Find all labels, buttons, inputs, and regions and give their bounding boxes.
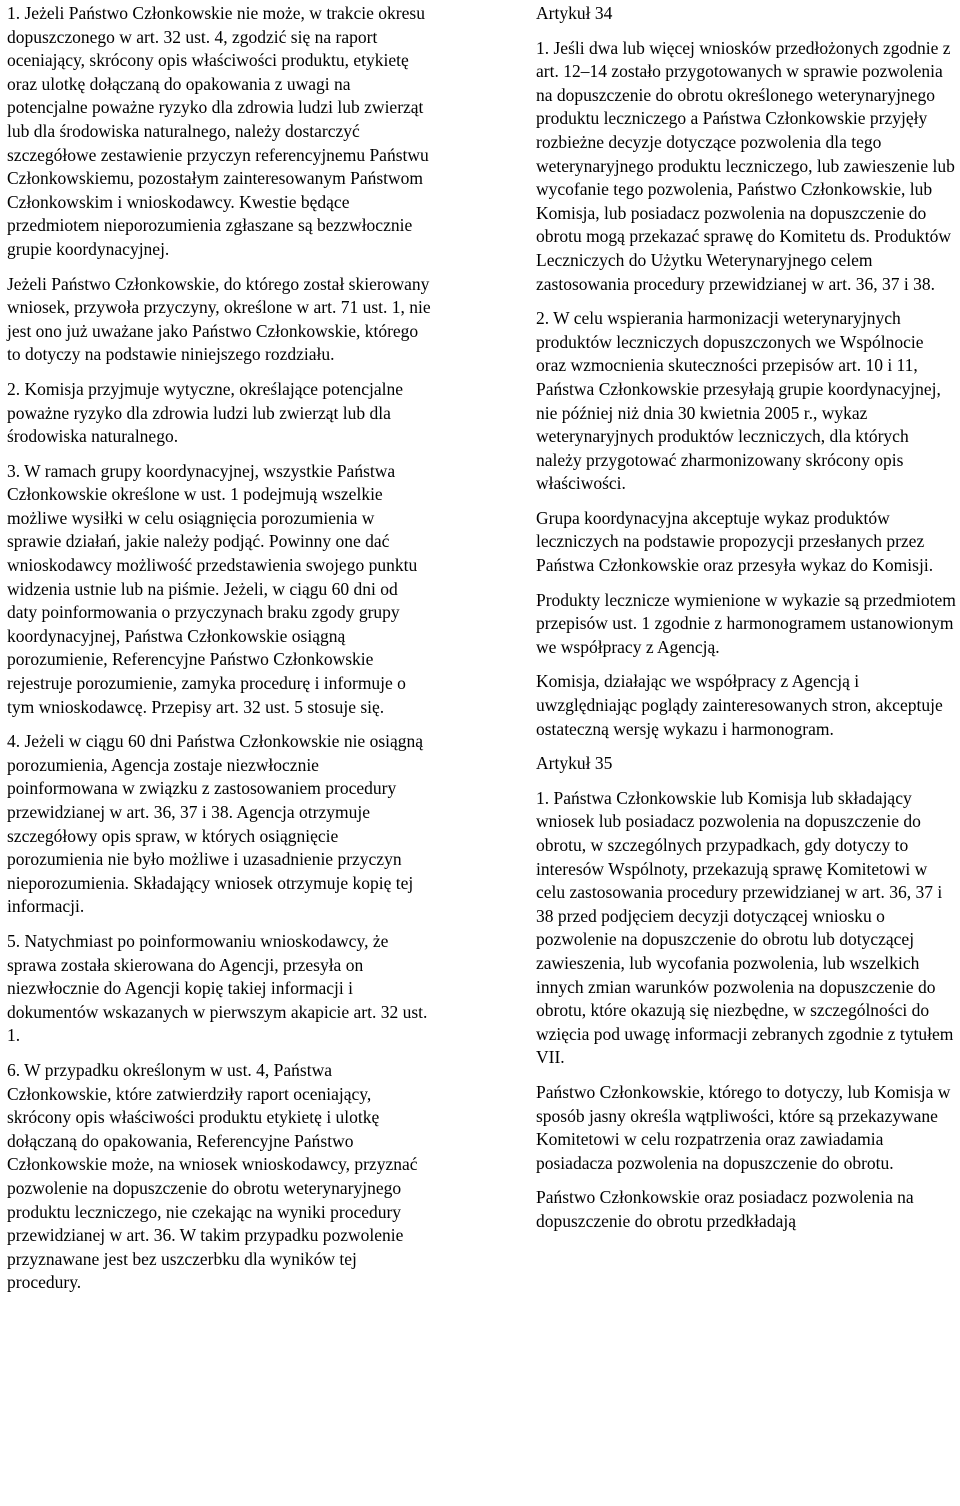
paragraph-art34-1: 1. Jeśli dwa lub więcej wniosków przedłożonych zgodnie z art. 12–14 zostało przygotowanych w sprawie pozwolenia na dopuszczenie do obrotu określonego weterynaryjnego produktu leczniczego a Państwa Członkowskie przyjęły rozbieżne decyzje dotyczące pozwolenia dla tego weterynaryjnego produktu leczniczego, lub zawieszenie lub wycofanie tego pozwolenia, Państwo Członkowskie, lub Komisja, lub posiadacz pozwolenia na dopuszczenie do obrotu mogą przekazać sprawę do Komitetu ds. Produktów Leczniczych do Użytku Weterynaryjnego celem zastosowania procedury przewidzianej w art. 36, 37 i 38.	[536, 37, 955, 294]
paragraph-art34-2-sub2: Produkty lecznicze wymienione w wykazie są przedmiotem przepisów ust. 1 zgodnie z harmonogramem ustanowionym we współpracy z Agencją.	[536, 589, 956, 657]
paragraph-art33-2: 2. Komisja przyjmuje wytyczne, określające potencjalne poważne ryzyko dla zdrowia ludzi lub zwierząt lub dla środowiska naturalnego.	[7, 378, 404, 447]
paragraph-art34-2-sub1: Grupa koordynacyjna akceptuje wykaz produktów leczniczych na podstawie propozycji przesłanych przez Państwa Członkowskie oraz przesyła wykaz do Komisji.	[536, 507, 934, 576]
left-column	[7, 2, 432, 1306]
article-34-heading: Artykuł 34	[536, 3, 613, 23]
paragraph-art34-2: 2. W celu wspierania harmonizacji weterynaryjnych produktów leczniczych dopuszczonych we Wspólnocie oraz wzmocnienia skuteczności przepisów art. 10 i 11, Państwa Członkowskie przesyłają grupie koordynacyjnej, nie później niż dnia 30 kwietnia 2005 r., wykaz weterynaryjnych produktów leczniczych, dla których należy przygotować zharmonizowany skrócony opis właściwości.	[536, 308, 941, 494]
paragraph-art34-2-sub3: Komisja, działając we współpracy z Agencją i uwzględniając poglądy zainteresowanych stron, akceptuje ostateczną wersję wykazu i harmonogram.	[536, 671, 943, 739]
paragraph-art35-1: 1. Państwa Członkowskie lub Komisja lub składający wniosek lub posiadacz pozwolenia na dopuszczenie do obrotu, w szczególnych przypadkach, gdy dotyczy to interesów Wspólnoty, przekazują sprawę Komitetowi w celu zastosowania procedury przewidzianej w art. 36, 37 i 38 przed podjęciem decyzji dotyczącej wniosku o pozwolenie na dopuszczenie do obrotu lub dotyczącej zawieszenia, lub wycofania pozwolenia, lub wszelkich innych zmian warunków pozwolenia na dopuszczenie do obrotu, które okazują się niezbędne, w szczególności do wzięcia pod uwagę informacji zebranych zgodnie z tytułem VII.	[536, 787, 954, 1068]
paragraph-art33-1: 1. Jeżeli Państwo Członkowskie nie może, w trakcie okresu dopuszczonego w art. 32 ust. 4, zgodzić się na raport oceniający, skrócony opis właściwości produktu, etykietę oraz ulotkę dołączaną do opakowania z uwagi na potencjalne poważne ryzyko dla zdrowia ludzi lub zwierząt lub dla środowiska naturalnego, należy dostarczyć szczegółowe zestawienie przyczyn referencyjnemu Państwu Członkowskiemu, pozostałym zainteresowanym Państwom Członkowskim i wnioskodawcy. Kwestie będące przedmiotem nieporozumienia zgłaszane są bezzwłocznie grupie koordynacyjnej.	[7, 3, 429, 259]
right-column	[536, 2, 956, 1245]
paragraph-art33-1-sub: Jeżeli Państwo Członkowskie, do którego został skierowany wniosek, przywoła przyczyny, określone w art. 71 ust. 1, nie jest ono już uważane jako Państwo Członkowskie, którego to dotyczy na podstawie niniejszego rozdziału.	[7, 273, 431, 365]
paragraph-art35-1-sub1: Państwo Członkowskie, którego to dotyczy, lub Komisja w sposób jasny określa wątpliwości, które są przekazywane Komitetowi w celu rozpatrzenia oraz zawiadamia posiadacza pozwolenia na dopuszczenie do obrotu.	[536, 1081, 951, 1173]
paragraph-art33-6: 6. W przypadku określonym w ust. 4, Państwa Członkowskie, które zatwierdziły raport oceniający, skrócony opis właściwości produktu etykietę i ulotkę dołączaną do opakowania, Referencyjne Państwo Członkowskie może, na wniosek wnioskodawcy, przyznać pozwolenie na dopuszczenie do obrotu weterynaryjnego produktu leczniczego, nie czekając na wyniki procedury przewidzianej w art. 36. W takim przypadku pozwolenie przyznawane jest bez uszczerbku dla wyników tej procedury.	[7, 1059, 418, 1293]
paragraph-art33-5: 5. Natychmiast po poinformowaniu wnioskodawcy, że sprawa została skierowana do Agencji, przesyła on niezwłocznie do Agencji kopię takiej informacji i dokumentów wskazanych w pierwszym akapicie art. 32 ust. 1.	[7, 930, 428, 1046]
paragraph-art35-1-sub2: Państwo Członkowskie oraz posiadacz pozwolenia na dopuszczenie do obrotu przedkładają	[536, 1187, 914, 1231]
paragraph-art33-4: 4. Jeżeli w ciągu 60 dni Państwa Członkowskie nie osiągną porozumienia, Agencja zostaje niezwłocznie poinformowana w związku z zastosowaniem procedury przewidzianej w art. 36, 37 i 38. Agencja otrzymuje szczegółowy opis spraw, w których osiągnięcie porozumienia nie było możliwe i uzasadnienie przyczyn nieporozumienia. Składający wniosek otrzymuje kopię tej informacji.	[7, 731, 424, 917]
article-35-heading: Artykuł 35	[536, 753, 613, 774]
paragraph-art33-3: 3. W ramach grupy koordynacyjnej, wszystkie Państwa Członkowskie określone w ust. 1 podejmują wszelkie możliwe wysiłki w celu osiągnięcia porozumienia w sprawie działań, jakie należy podjąć. Powinny one dać wnioskodawcy możliwość przedstawienia swojego punktu widzenia ustnie lub na piśmie. Jeżeli, w ciągu 60 dni od daty poinformowania o przyczynach braku zgody grupy koordynacyjnej, Państwa Członkowskie osiągną porozumienie, Referencyjne Państwo Członkowskie rejestruje porozumienie, zamyka procedurę i informuje o tym wnioskodawcę. Przepisy art. 32 ust. 5 stosuje się.	[7, 460, 418, 717]
